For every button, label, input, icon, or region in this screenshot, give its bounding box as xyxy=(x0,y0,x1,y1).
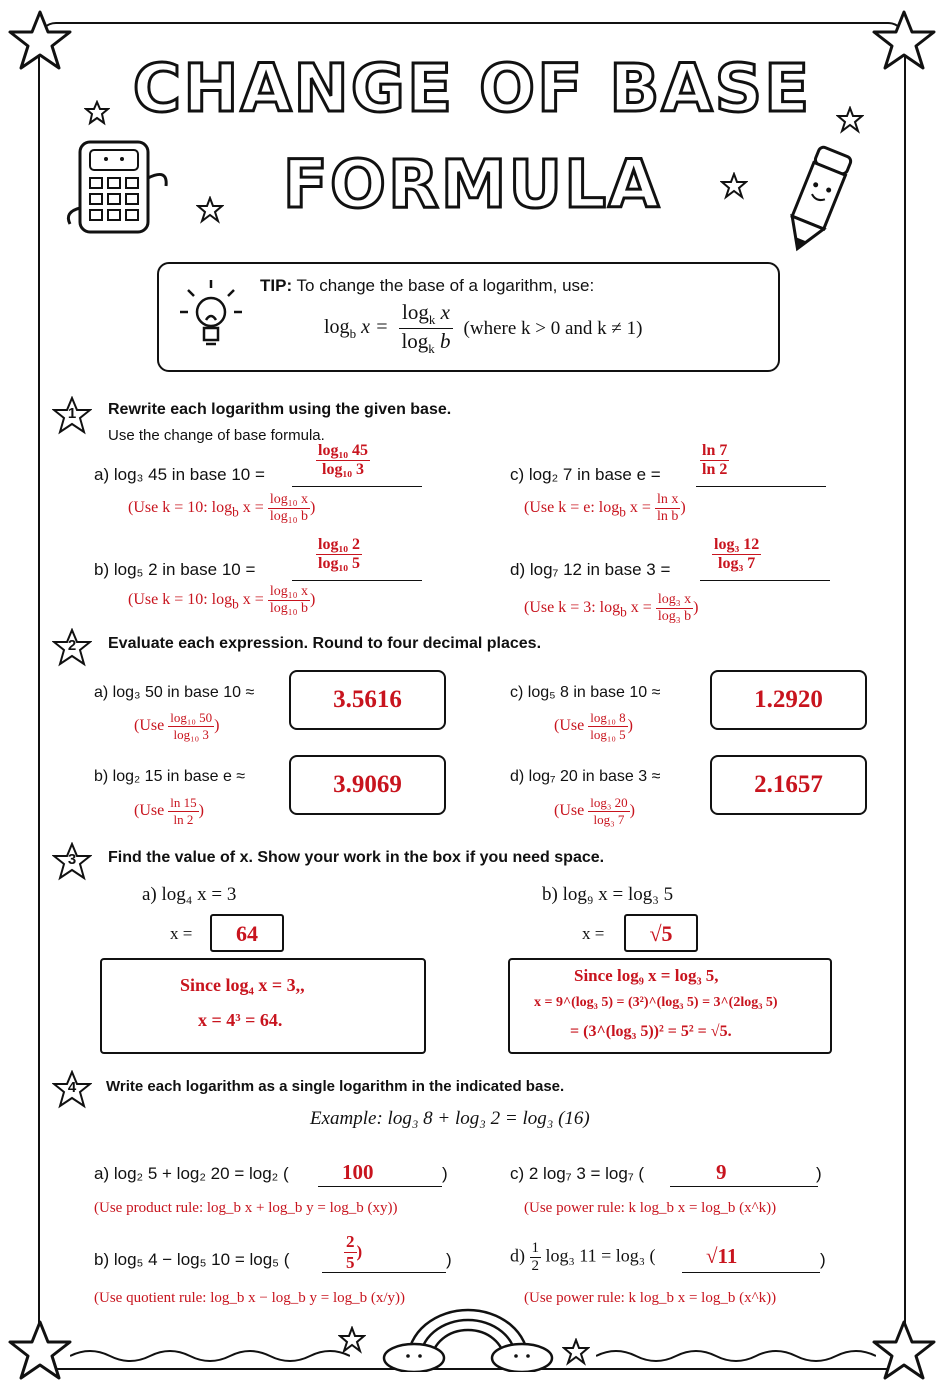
section-4-heading: Write each logarithm as a single logarithm in the indicated base. xyxy=(106,1078,565,1095)
hint-1c: (Use k = e: $\log_b x$ = $\frac{\text{ln x}}{\text{ln b}}$ ) xyxy=(524,492,686,524)
hint-4b: (Use quotient rule: log_b x − log_b y = log_b (x/y)) xyxy=(94,1290,406,1306)
close-paren: ) xyxy=(816,1164,822,1183)
work-box-3b[interactable] xyxy=(508,958,832,1054)
close-paren: ) xyxy=(820,1250,826,1269)
question-1b: b) log₅ 2 in base 10 = xyxy=(94,560,256,579)
hint-4d: (Use power rule: k log_b x = log_b (x^k)) xyxy=(524,1290,777,1306)
tip-formula: $\log_b x$ = $\frac{\log_k x}{\log_k b}$ (where k > 0 and k ≠ 1) xyxy=(324,300,643,357)
page-title: CHANGE OF BASE xyxy=(132,50,812,127)
section-1-number: 1 xyxy=(67,405,77,422)
question-2a: a) log₃ 50 in base 10 ≈ xyxy=(94,684,255,701)
section-3-heading: Find the value of x. Show your work in the box if you need space. xyxy=(108,849,605,866)
answer-4d: √11 xyxy=(706,1244,738,1268)
answer-line xyxy=(682,1272,820,1273)
answer-1b: $\frac{\text{log₁₀ 2}}{\text{log₁₀ 5}}$ xyxy=(318,536,361,572)
section-3-number: 3 xyxy=(67,851,77,868)
work-3a-line-1: Since log₄ x = 3,, xyxy=(180,975,305,995)
answer-line xyxy=(696,486,826,487)
answer-3b: √5 xyxy=(649,921,673,946)
answer-2a: 3.5616 xyxy=(333,686,402,713)
squiggle-decoration xyxy=(596,1346,876,1366)
answer-box-2c[interactable] xyxy=(710,670,867,730)
answer-line xyxy=(292,580,422,581)
hint-2c: (Use $\frac{\text{log₁₀ 8}}{\text{log₁₀ 5}}$ ) xyxy=(554,710,633,742)
answer-line xyxy=(292,486,422,487)
hint-4c: (Use power rule: k log_b x = log_b (x^k)) xyxy=(524,1200,777,1216)
question-3a: a) log₄ x = 3 xyxy=(142,884,237,905)
star-icon xyxy=(872,1318,936,1382)
star-icon xyxy=(8,1318,72,1382)
question-3b: b) log₉ x = log₃ 5 xyxy=(542,884,674,905)
example-text: Example: log₃ 8 + log₃ 2 = log₃ (16) xyxy=(310,1108,590,1129)
answer-3a: 64 xyxy=(236,921,258,946)
section-1-heading: Rewrite each logarithm using the given base. xyxy=(108,401,452,418)
hint-1b: (Use k = 10: $\log_b x$ = $\frac{\text{log₁₀ x}}{\text{log₁₀ b}}$ ) xyxy=(128,584,316,616)
x-label-3a: x = xyxy=(170,924,193,943)
hint-1a: (Use k = 10: $\log_b x$ = $\frac{\text{log₁₀ x}}{\text{log₁₀ b}}$ ) xyxy=(128,492,316,524)
hint-2b: (Use $\frac{\ln 15}{\ln 2}$ ) xyxy=(134,795,204,827)
work-3b-line-1: Since log₉ x = log₃ 5, xyxy=(574,966,719,985)
answer-1c: $\frac{\ln 7}{\ln 2}$ xyxy=(702,442,728,478)
answer-box-3b[interactable] xyxy=(624,914,698,952)
section-4-number: 4 xyxy=(67,1079,77,1096)
rainbow-icon xyxy=(378,1300,558,1372)
answer-1a: $\frac{\text{log₁₀ 45}}{\text{log₁₀ 3}}$ xyxy=(318,442,369,478)
hint-2a: (Use $\frac{\text{log₁₀ 50}}{\text{log₁₀ 3}}$ ) xyxy=(134,710,220,742)
answer-4b: $\frac{2}{5}$ ) xyxy=(346,1232,363,1272)
work-3a-line-2: x = 4³ = 64. xyxy=(198,1010,283,1030)
answer-box-3a[interactable] xyxy=(210,914,284,952)
question-4b: b) log₅ 4 − log₅ 10 = log₅ ( xyxy=(94,1250,290,1269)
answer-box-2a[interactable] xyxy=(289,670,446,730)
work-3b-line-3: = (3^(log₃ 5))² = 5² = √5. xyxy=(570,1023,732,1040)
hint-1d: (Use k = 3: $\log_b x$ = $\frac{\text{log₃ x}}{\text{log₃ b}}$ ) xyxy=(524,592,699,624)
question-2c: c) log₅ 8 in base 10 ≈ xyxy=(510,684,661,701)
answer-box-2d[interactable] xyxy=(710,755,867,815)
answer-2c: 1.2920 xyxy=(754,686,823,713)
star-icon xyxy=(562,1338,590,1366)
question-1a: a) log₃ 45 in base 10 = xyxy=(94,465,265,484)
answer-line xyxy=(318,1186,442,1187)
section-2-number: 2 xyxy=(67,637,77,654)
question-4a: a) log₂ 5 + log₂ 20 = log₂ ( xyxy=(94,1164,289,1183)
question-4c: c) 2 log₇ 3 = log₇ ( xyxy=(510,1164,645,1183)
answer-2b: 3.9069 xyxy=(333,771,402,798)
answer-line xyxy=(670,1186,818,1187)
section-1-subheading: Use the change of base formula. xyxy=(108,427,325,444)
question-4d: d) $\frac{1}{2}$ log₃ 11 = log₃ ( xyxy=(510,1240,656,1274)
answer-line xyxy=(700,580,830,581)
question-1d: d) log₇ 12 in base 3 = xyxy=(510,560,671,579)
question-1c: c) log₂ 7 in base e = xyxy=(510,465,661,484)
page-subtitle: FORMULA xyxy=(282,146,662,223)
answer-box-2b[interactable] xyxy=(289,755,446,815)
answer-4a: 100 xyxy=(342,1160,374,1184)
lightbulb-icon xyxy=(178,276,244,358)
answer-4c: 9 xyxy=(716,1160,727,1184)
answer-2d: 2.1657 xyxy=(754,771,823,798)
close-paren: ) xyxy=(446,1250,452,1269)
hint-2d: (Use $\frac{\text{log₃ 20}}{\text{log₃ 7}}$ ) xyxy=(554,795,635,827)
answer-line xyxy=(322,1272,446,1273)
hint-4a: (Use product rule: log_b x + log_b y = log_b (xy)) xyxy=(94,1200,398,1216)
question-2d: d) log₇ 20 in base 3 ≈ xyxy=(510,768,661,785)
tip-text: TIP: To change the base of a logarithm, use: xyxy=(260,276,595,295)
work-box-3a[interactable] xyxy=(100,958,426,1054)
close-paren: ) xyxy=(442,1164,448,1183)
answer-1d: $\frac{\text{log₃ 12}}{\text{log₃ 7}}$ xyxy=(714,536,760,572)
section-2-heading: Evaluate each expression. Round to four decimal places. xyxy=(108,635,542,652)
work-3b-line-2: x = 9^(log₃ 5) = (3²)^(log₃ 5) = 3^(2log₃ 5) xyxy=(534,995,778,1010)
x-label-3b: x = xyxy=(582,924,605,943)
question-2b: b) log₂ 15 in base e ≈ xyxy=(94,768,246,785)
squiggle-decoration xyxy=(70,1346,350,1366)
